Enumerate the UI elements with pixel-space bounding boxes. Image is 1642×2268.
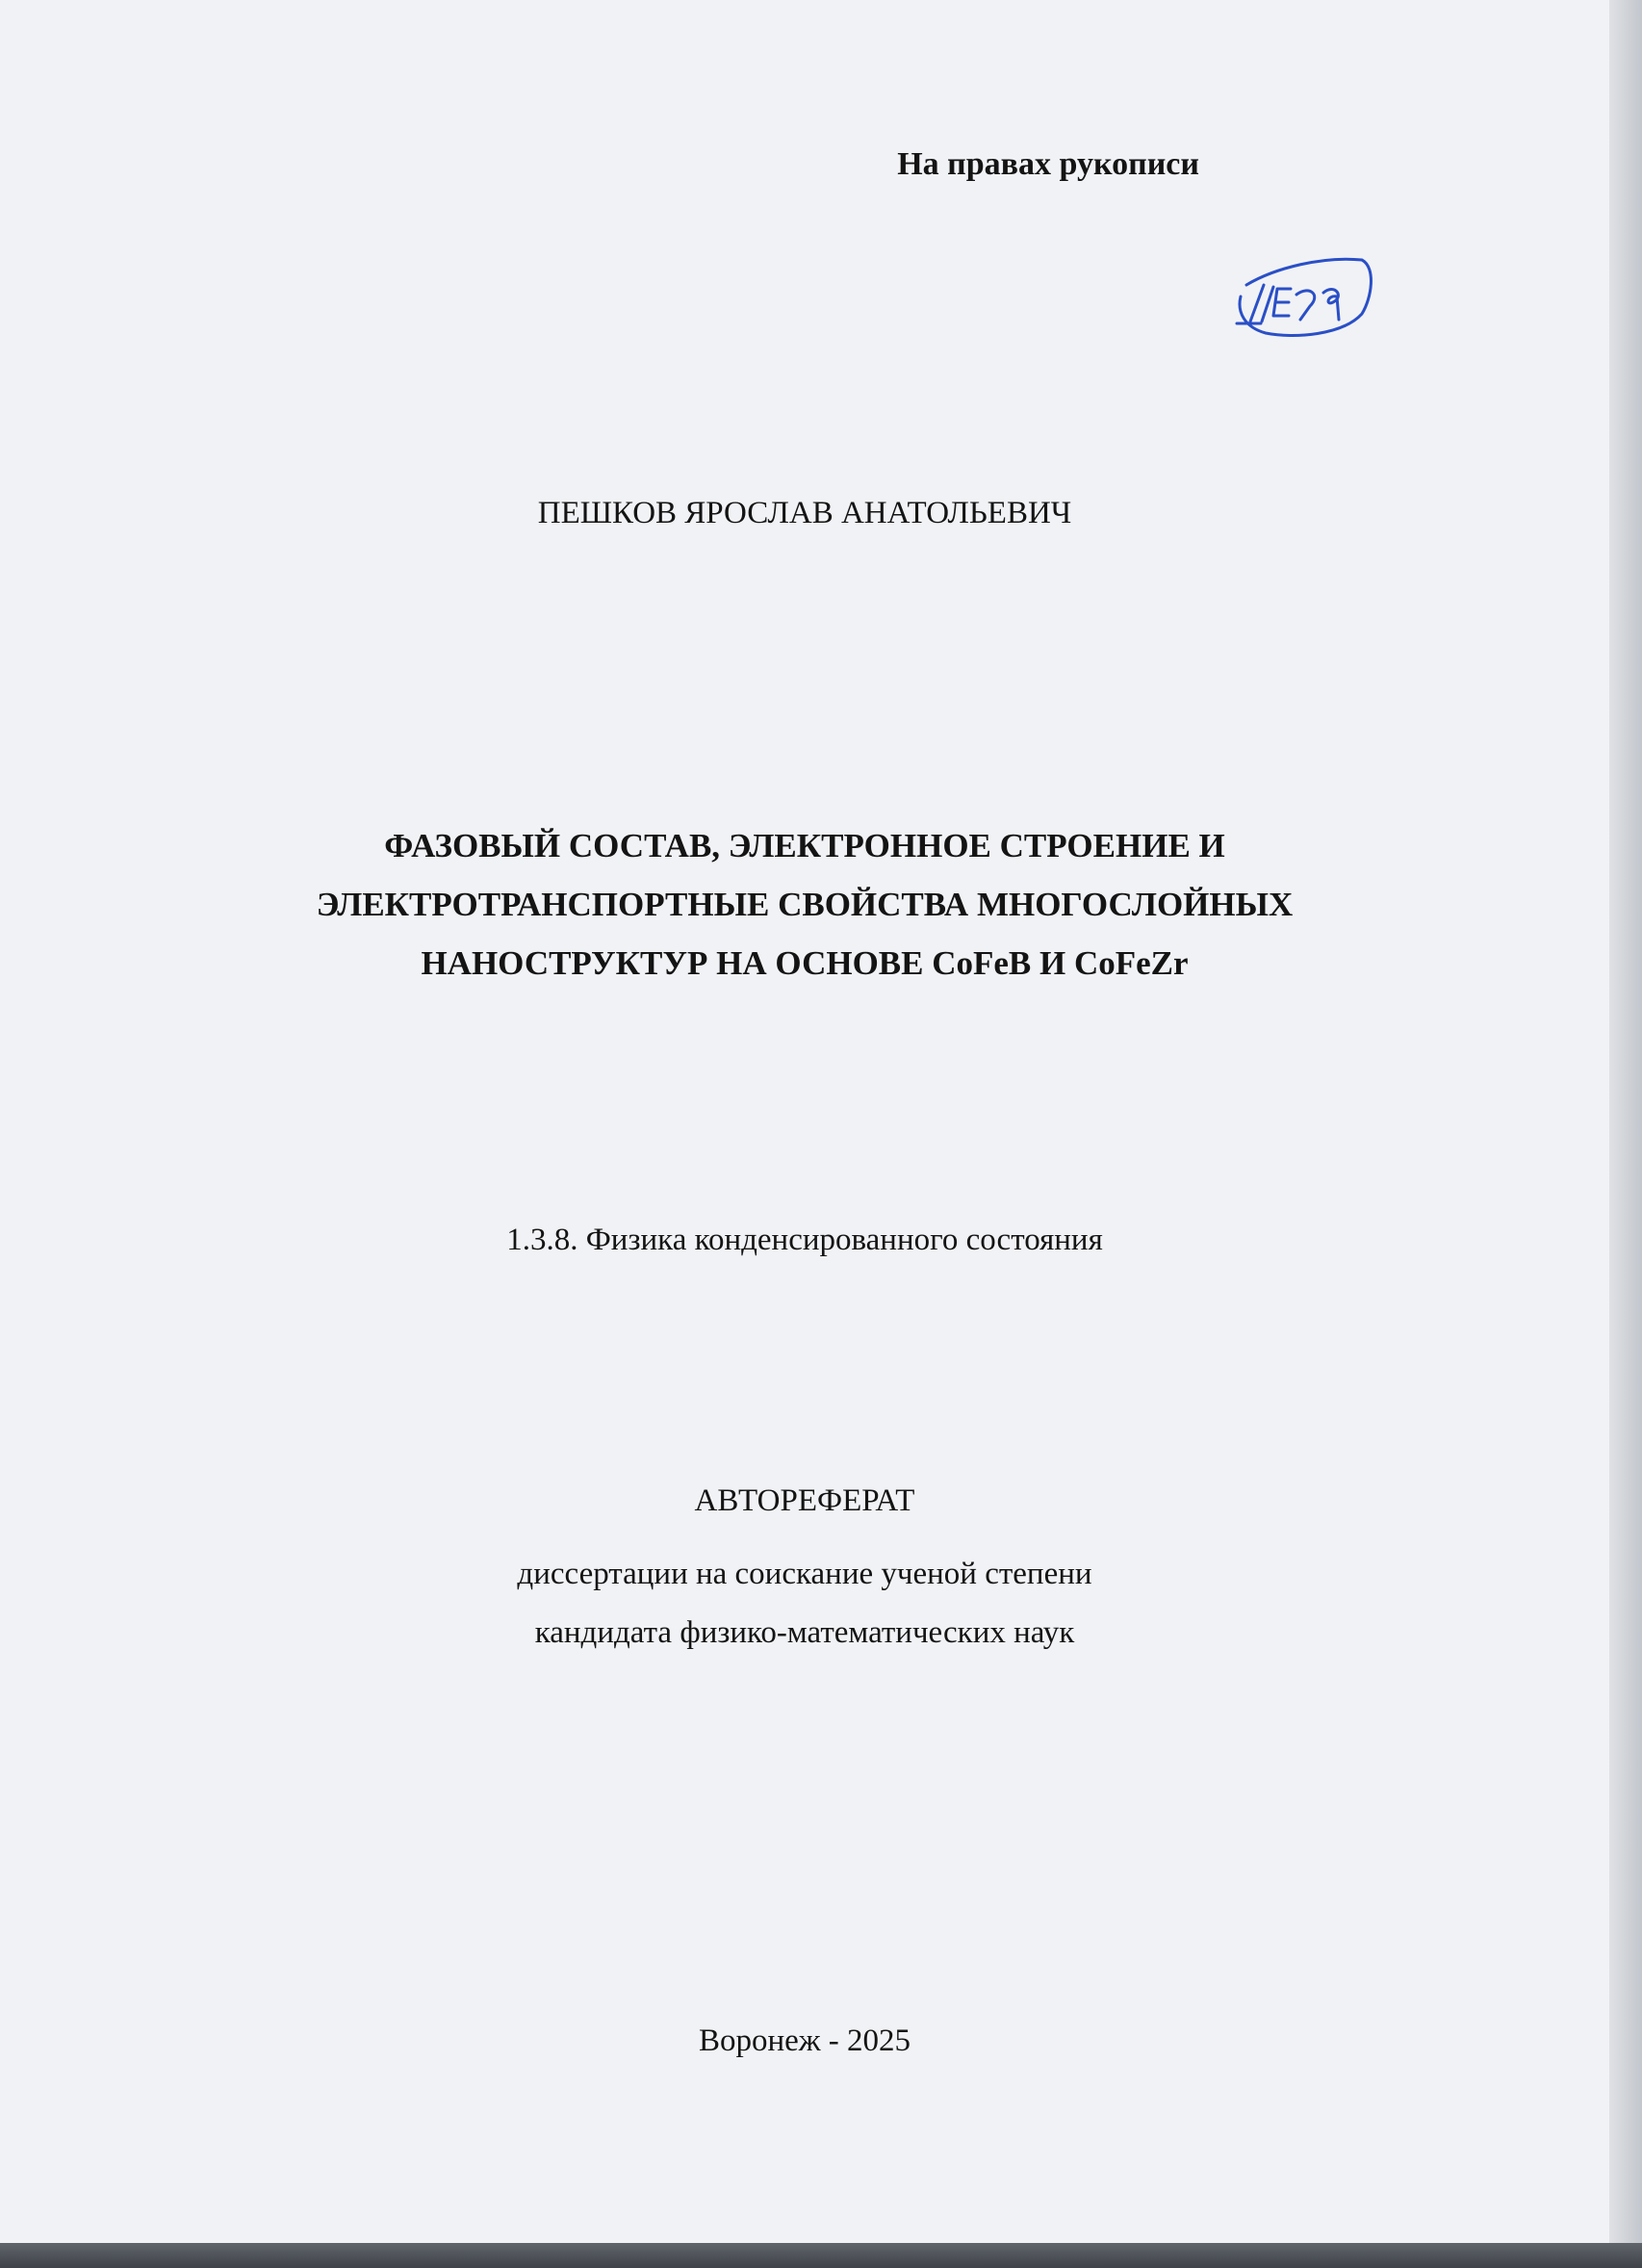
signature-icon <box>1218 239 1376 345</box>
scan-bottom-edge <box>0 2243 1642 2268</box>
degree-line-1: диссертации на соискание ученой степени <box>517 1557 1092 1591</box>
degree-line-2: кандидата физико-математических наук <box>534 1615 1075 1650</box>
place-and-year: Воронеж - 2025 <box>698 2023 911 2058</box>
document-type: АВТОРЕФЕРАТ <box>694 1483 915 1518</box>
specialty-code: 1.3.8. <box>506 1223 578 1257</box>
title-line-1: ФАЗОВЫЙ СОСТАВ, ЭЛЕКТРОННОЕ СТРОЕНИЕ И <box>384 827 1225 864</box>
manuscript-rights-label: На правах рукописи <box>897 146 1199 182</box>
title-line-2: ЭЛЕКТРОТРАНСПОРТНЫЕ СВОЙСТВА МНОГОСЛОЙНЫХ <box>316 886 1294 923</box>
degree-description <box>0 1545 1609 1662</box>
specialty <box>0 1223 1609 1258</box>
author-name: ПЕШКОВ ЯРОСЛАВ АНАТОЛЬЕВИЧ <box>537 496 1072 530</box>
dissertation-title <box>0 816 1609 992</box>
specialty-name: Физика конденсированного состояния <box>585 1223 1103 1257</box>
title-line-3: НАНОСТРУКТУР НА ОСНОВЕ CoFeB И CoFeZr <box>421 944 1189 982</box>
scan-right-edge <box>1609 0 1642 2268</box>
